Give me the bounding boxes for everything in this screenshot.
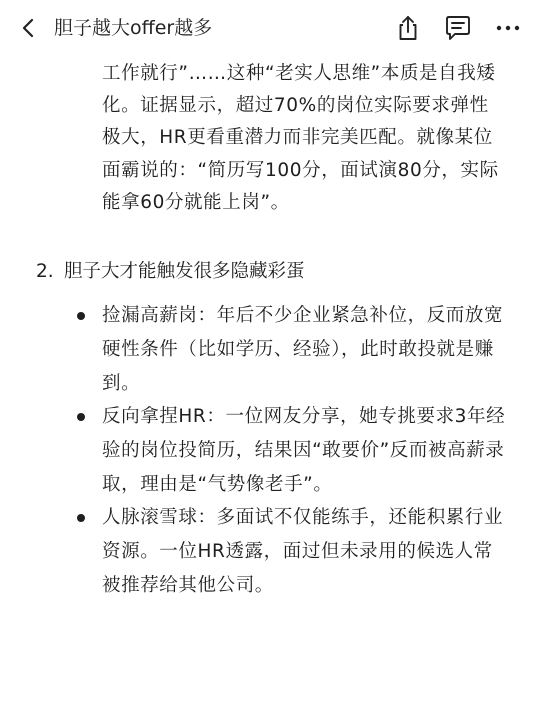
chevron-left-icon	[18, 17, 40, 39]
section-heading	[36, 256, 305, 288]
share-icon	[394, 14, 422, 42]
intro-paragraph: 工作就行”……这种“老实人思维”本质是自我矮化。证据显示，超过70%的岗位实际要求弹性极大，HR更看重潜力而非完美匹配。就像某位面霸说的：“简历写100分，面试演80分，实际能拿60分就能上岗”。	[102, 63, 499, 213]
back-button[interactable]	[14, 13, 44, 43]
bullet-dot	[77, 413, 85, 421]
top-nav-bar	[0, 0, 540, 56]
more-options-button[interactable]	[492, 12, 524, 44]
section-number: 2.	[36, 261, 54, 282]
list-item: 反向拿捏HR：一位网友分享，她专挑要求3年经验的岗位投简历，结果因“敢要价”反而被高薪录取，理由是“气势像老手”。	[102, 406, 506, 495]
list-item: 人脉滚雪球：多面试不仅能练手，还能积累行业资源。一位HR透露，面过但未录用的候选人常被推荐给其他公司。	[102, 507, 504, 596]
more-icon	[494, 14, 522, 42]
page-title: 胆子越大offer越多	[54, 17, 213, 39]
list-item: 捡漏高薪岗：年后不少企业紧急补位，反而放宽硬性条件（比如学历、经验），此时敢投就是赚到。	[102, 305, 504, 394]
share-button[interactable]	[392, 12, 424, 44]
bullet-dot	[77, 514, 85, 522]
comment-button[interactable]	[442, 12, 474, 44]
article-body	[0, 56, 540, 720]
comment-icon	[443, 13, 473, 43]
section-title: 胆子大才能触发很多隐藏彩蛋	[64, 261, 305, 282]
bullet-dot	[77, 312, 85, 320]
